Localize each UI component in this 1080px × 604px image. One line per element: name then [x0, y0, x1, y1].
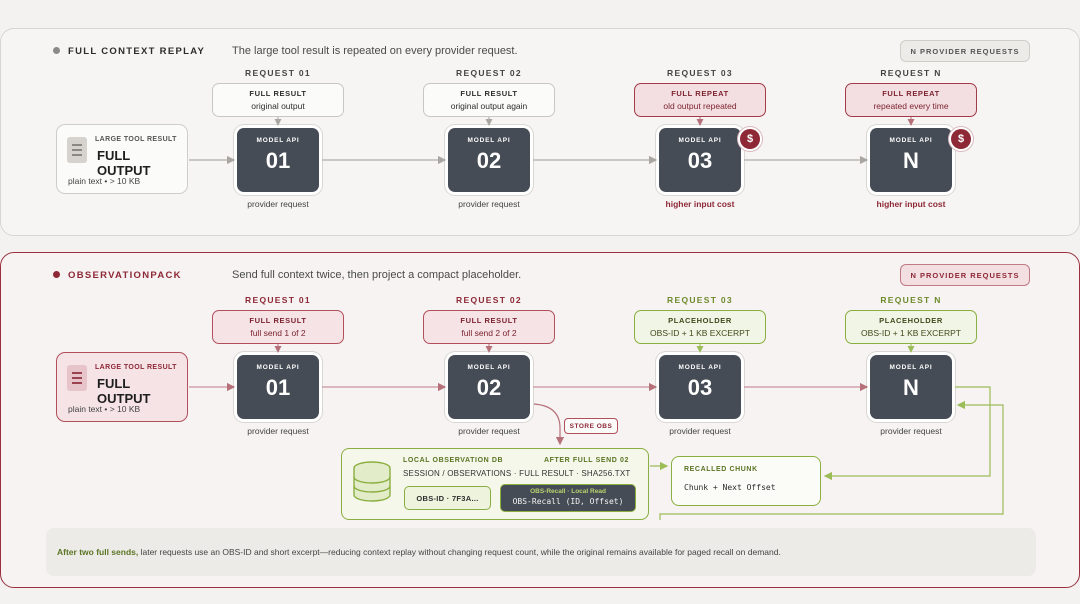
request-caption: provider request: [247, 199, 309, 209]
model-label: MODEL API: [889, 137, 933, 144]
payload-title: FULL REPEAT: [882, 89, 940, 98]
input-title: FULL OUTPUT: [97, 376, 151, 406]
model-number: 03: [687, 148, 713, 173]
recalled-chunk-card: [671, 456, 821, 506]
model-number: 01: [265, 375, 291, 400]
database-icon: [352, 461, 392, 503]
request-header: REQUEST 02: [456, 295, 522, 305]
request-caption: higher input cost: [876, 199, 946, 209]
model-label: MODEL API: [467, 137, 511, 144]
payload-subtitle: old output repeated: [663, 101, 737, 111]
db-path: SESSION / OBSERVATIONS · FULL RESULT · SHA256.TXT: [403, 469, 631, 478]
section-title: OBSERVATIONPACK: [68, 270, 182, 281]
request-header: REQUEST 03: [667, 68, 733, 78]
summary-footer: [46, 528, 1036, 576]
model-label: MODEL API: [678, 364, 722, 371]
request-header: REQUEST 01: [245, 295, 311, 305]
recalled-chunk-title: RECALLED CHUNK: [684, 466, 758, 473]
input-label: LARGE TOOL RESULT: [95, 364, 177, 371]
request-header: REQUEST N: [880, 68, 942, 78]
section-description: Send full context twice, then project a compact placeholder.: [232, 269, 522, 281]
model-number: N: [903, 375, 919, 400]
payload-title: PLACEHOLDER: [879, 316, 943, 325]
request-caption: provider request: [669, 426, 731, 436]
payload-subtitle: original output again: [450, 101, 528, 111]
request-caption: higher input cost: [665, 199, 735, 209]
recalled-chunk-body: Chunk + Next Offset: [684, 483, 776, 492]
request-caption: provider request: [458, 426, 520, 436]
request-caption: provider request: [247, 426, 309, 436]
request-header: REQUEST 02: [456, 68, 522, 78]
payload-subtitle: OBS-ID + 1 KB EXCERPT: [861, 328, 961, 338]
model-label: MODEL API: [256, 364, 300, 371]
input-title: FULL OUTPUT: [97, 148, 151, 178]
payload-subtitle: full send 1 of 2: [250, 328, 306, 338]
payload-title: PLACEHOLDER: [668, 316, 732, 325]
section-description: The large tool result is repeated on every provider request.: [232, 45, 518, 57]
obs-recall-label: OBS-Recall · Local Read: [530, 488, 606, 495]
payload-title: FULL RESULT: [249, 89, 307, 98]
input-meta: plain text • > 10 KB: [68, 404, 141, 414]
model-label: MODEL API: [678, 137, 722, 144]
db-title: LOCAL OBSERVATION DB: [403, 457, 504, 464]
provider-requests-tag: N PROVIDER REQUESTS: [900, 40, 1030, 62]
payload-title: FULL RESULT: [249, 316, 307, 325]
summary-lead: After two full sends,: [57, 547, 139, 557]
payload-subtitle: original output: [251, 101, 305, 111]
obs-id-chip: OBS-ID · 7F3A...: [404, 486, 491, 510]
payload-title: FULL RESULT: [460, 316, 518, 325]
model-number: 02: [476, 375, 502, 400]
local-observation-db: [341, 448, 649, 520]
summary-body: later requests use an OBS-ID and short excerpt—reducing context replay without changing request count, while the original remains available for paged recall on demand.: [138, 547, 781, 557]
model-number: 02: [476, 148, 502, 173]
summary-text: [57, 547, 781, 557]
dollar-cost-icon: $: [951, 129, 971, 149]
model-number: 01: [265, 148, 291, 173]
payload-subtitle: OBS-ID + 1 KB EXCERPT: [650, 328, 750, 338]
payload-title: FULL RESULT: [460, 89, 518, 98]
request-header: REQUEST N: [880, 295, 942, 305]
request-header: REQUEST 03: [667, 295, 733, 305]
db-after-label: AFTER FULL SEND 02: [544, 457, 629, 464]
request-header: REQUEST 01: [245, 68, 311, 78]
obs-recall-call: [500, 484, 636, 512]
model-label: MODEL API: [467, 364, 511, 371]
payload-title: FULL REPEAT: [671, 89, 729, 98]
request-caption: provider request: [458, 199, 520, 209]
payload-subtitle: full send 2 of 2: [461, 328, 517, 338]
provider-requests-tag: N PROVIDER REQUESTS: [900, 264, 1030, 286]
obs-recall-signature: OBS-Recall (ID, Offset): [512, 497, 624, 506]
payload-subtitle: repeated every time: [873, 101, 949, 111]
input-meta: plain text • > 10 KB: [68, 176, 141, 186]
section-title: FULL CONTEXT REPLAY: [68, 46, 206, 57]
model-label: MODEL API: [889, 364, 933, 371]
model-label: MODEL API: [256, 137, 300, 144]
dollar-cost-icon: $: [740, 129, 760, 149]
store-obs-tag: STORE OBS: [564, 418, 618, 434]
request-caption: provider request: [880, 426, 942, 436]
input-label: LARGE TOOL RESULT: [95, 136, 177, 143]
model-number: 03: [687, 375, 713, 400]
model-number: N: [903, 148, 919, 173]
